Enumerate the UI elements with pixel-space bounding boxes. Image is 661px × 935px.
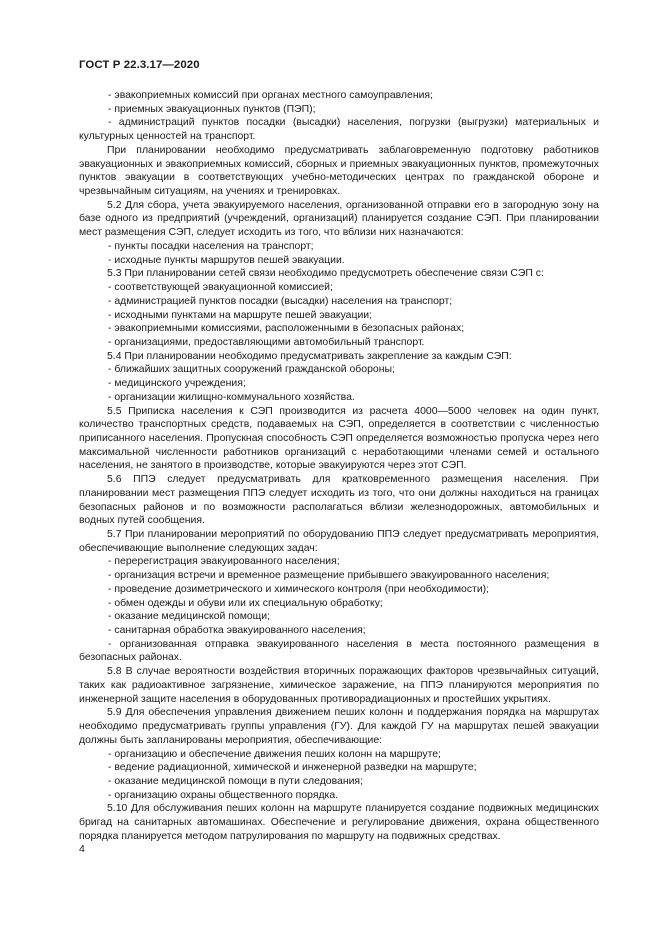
list-item: - проведение дозиметрического и химического контроля (при необходимости); xyxy=(108,583,490,595)
list-item: - организациями, предоставляющими автомобильный транспорт. xyxy=(108,336,425,348)
list-item: - соответствующей эвакуационной комиссией; xyxy=(108,282,333,294)
paragraph: 5.6 ППЭ следует предусматривать для кратковременного размещения населения. При планировании мест размещения ППЭ следует исходить из того, что они должны находиться на границах безопасных районов и по возможности располагаться вблизи железнодорожных, автомобильных и водных путей сообщения. xyxy=(79,474,599,527)
paragraph: 5.2 Для сбора, учета эвакуируемого населения, организованной отправки его в загородную зону на базе одного из предприятий (учреждений, организаций) планируется создание СЭП. При планировании мест размещения СЭП, следует исходить из того, что вблизи них назначаются: xyxy=(79,199,599,239)
list-item: - пункты посадки населения на транспорт; xyxy=(108,240,314,252)
document-body xyxy=(79,89,599,844)
paragraph: 5.7 При планировании мероприятий по оборудованию ППЭ следует предусматривать мероприятия, обеспечивающие выполнение следующих задач: xyxy=(79,529,599,554)
list-item: - обмен одежды и обуви или их специальную обработку; xyxy=(108,597,383,609)
paragraph: 5.3 При планировании сетей связи необходимо предусмотреть обеспечение связи СЭП с: xyxy=(107,268,544,280)
list-item: - оказание медицинской помощи в пути следования; xyxy=(108,775,363,787)
document-header: ГОСТ Р 22.3.17—2020 xyxy=(79,59,200,71)
list-item: - ближайших защитных сооружений гражданской обороны; xyxy=(108,364,395,376)
list-item: - организация встречи и временное размещение прибывшего эвакуированного населения; xyxy=(108,570,550,582)
list-item: - организацию и обеспечение движения пеших колонн на маршруте; xyxy=(108,748,441,760)
list-item: - эвакоприемными комиссиями, расположенными в безопасных районах; xyxy=(108,323,465,335)
list-item: - исходными пунктами на маршруте пешей эвакуации; xyxy=(108,309,373,321)
paragraph: 5.9 Для обеспечения управления движением пеших колонн и поддержания порядка на маршрутах необходимо предусматривать группы управления (ГУ). Для каждой ГУ на маршрутах пешей эвакуации должны быть запланированы мероприятия, обеспечивающие: xyxy=(79,707,599,746)
paragraph: При планировании необходимо предусматривать заблаговременную подготовку работников эвакуационных и эвакоприемных комиссий, сборных и приемных эвакуационных пунктов, промежуточных пунктов эвакуации в соответствующих учебно-методических центрах по гражданской обороне и чрезвычайным ситуациям, на учениях и тренировках. xyxy=(79,144,599,198)
list-item: - организацию охраны общественного порядка. xyxy=(108,789,339,801)
list-item: - приемных эвакуационных пунктов (ПЭП); xyxy=(108,103,316,115)
list-item: - организованная отправка эвакуированного населения в места постоянного размещения в безопасных районах. xyxy=(79,638,599,664)
list-item: - администраций пунктов посадки (высадки) населения, погрузки (выгрузки) материальных и культурных ценностей на транспорт. xyxy=(79,117,599,143)
paragraph: 5.4 При планировании необходимо предусматривать закрепление за каждым СЭП: xyxy=(107,350,512,362)
list-item: - медицинского учреждения; xyxy=(108,378,246,390)
list-item: - организации жилищно-коммунального хозяйства. xyxy=(108,391,355,403)
list-item: - администрацией пунктов посадки (высадки) населения на транспорт; xyxy=(108,295,453,307)
page-number: 4 xyxy=(79,843,85,855)
paragraph: 5.8 В случае вероятности воздействия вторичных поражающих факторов чрезвычайных ситуаций, таких как радиоактивное загрязнение, химическое заражение, на ППЭ планируются мероприятия по инженерной защите населения в оборудованных противорадиационных и простейших укрытиях. xyxy=(79,666,599,705)
list-item: - перерегистрация эвакуированного населения; xyxy=(108,556,340,568)
paragraph: 5.10 Для обслуживания пеших колонн на маршруте планируется создание подвижных медицинских бригад на санитарных автомашинах. Обеспечение и регулирование движения, охрана общественного порядка планируется методом патрулирования по маршруту на подвижных средствах. xyxy=(79,803,599,842)
paragraph: 5.5 Приписка населения к СЭП производится из расчета 4000—5000 человек на один пункт, количество транспортных средств, подаваемых на СЭП, определяется в соответствии с численностью приписанного населения. Пропускная способность СЭП определяется возможностью пропуска через него максимальной численности работников организаций с неработающими членами семей и остального населения, не занятого в производстве, которые эвакуируются через этот СЭП. xyxy=(79,405,599,472)
list-item: - исходные пункты маршрутов пешей эвакуации. xyxy=(108,254,345,266)
list-item: - эвакоприемных комиссий при органах местного самоуправления; xyxy=(108,90,433,101)
list-item: - оказание медицинской помощи; xyxy=(108,611,270,623)
list-item: - санитарная обработка эвакуированного населения; xyxy=(108,625,366,637)
list-item: - ведение радиационной, химической и инженерной разведки на маршруте; xyxy=(108,762,477,774)
